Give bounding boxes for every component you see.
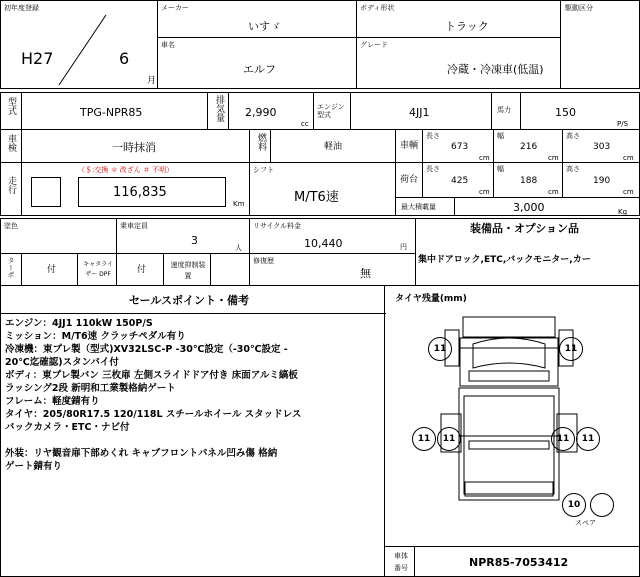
inspection-label-box bbox=[0, 129, 22, 163]
color-label: 塗色 bbox=[4, 222, 18, 230]
car-name-value: エルフ bbox=[243, 63, 276, 76]
vin-label: 車体番号 bbox=[394, 552, 408, 572]
tire-front-left: 11 bbox=[428, 337, 452, 361]
turbo-box bbox=[21, 253, 78, 286]
hp-label-box bbox=[491, 92, 521, 130]
mileage-label: 走行 bbox=[6, 176, 16, 194]
capacity-label: 乗車定員 bbox=[120, 222, 148, 230]
capacity-box bbox=[116, 218, 250, 254]
drive-label: 駆動区分 bbox=[565, 4, 593, 12]
vehicle-length-box bbox=[422, 129, 494, 163]
vehicle-length-value: 673 bbox=[451, 142, 469, 152]
displacement-value: 2,990 bbox=[245, 106, 277, 119]
tire-rear-left-outer: 11 bbox=[412, 427, 436, 451]
sales-point-line: タイヤ：205/80R17.5 120/118L スチールホイール スタッドレス bbox=[5, 409, 302, 420]
engine-model-label: エンジン型式 bbox=[317, 103, 345, 119]
model-value: TPG-NPR85 bbox=[80, 106, 143, 119]
model-box bbox=[21, 92, 208, 130]
sales-point-line: ボディ：東プレ製バン 三枚扉 左側スライドドア付き 床面アルミ縞板 bbox=[5, 370, 298, 381]
fuel-label: 燃料 bbox=[256, 133, 266, 151]
turbo-label: ターボ bbox=[7, 257, 15, 278]
inspection-box bbox=[21, 129, 250, 163]
inspection-label: 車検 bbox=[6, 134, 16, 152]
mileage-unit: Km bbox=[233, 200, 245, 208]
engine-box bbox=[350, 92, 492, 130]
vin-value: NPR85-7053412 bbox=[469, 556, 569, 569]
maker-label: メーカー bbox=[161, 4, 189, 12]
repair-label: 修復歴 bbox=[253, 257, 274, 265]
cargo-height-box bbox=[562, 162, 640, 198]
sales-point-line: 冷凍機：東プレ製（型式)XV32LSC-P -30℃設定（-30℃設定 - bbox=[5, 344, 288, 355]
horsepower-unit: P/S bbox=[617, 120, 629, 128]
vehicle-height-label: 高さ bbox=[566, 132, 580, 140]
shift-box bbox=[249, 162, 396, 216]
vehicle-width-box bbox=[493, 129, 563, 163]
fuel-value: 軽油 bbox=[324, 142, 343, 152]
model-label: 型式 bbox=[6, 97, 16, 115]
displacement-unit: cc bbox=[301, 120, 309, 128]
vehicle-height-unit: cm bbox=[623, 154, 634, 162]
displacement-label-box bbox=[207, 92, 229, 130]
fuel-box bbox=[270, 129, 396, 163]
cargo-dims-label: 荷台 bbox=[400, 175, 419, 185]
cargo-length-box bbox=[422, 162, 494, 198]
mileage-value: 116,835 bbox=[113, 185, 167, 200]
recycle-box bbox=[249, 218, 416, 254]
grade-label: グレード bbox=[360, 41, 388, 49]
cargo-length-value: 425 bbox=[451, 176, 469, 186]
tire-spare-slot bbox=[590, 493, 614, 517]
maker-box bbox=[157, 0, 357, 38]
vehicle-dims-label-box bbox=[395, 129, 423, 163]
catalyzer-box bbox=[116, 253, 164, 286]
repair-box bbox=[249, 253, 416, 286]
recycle-value: 10,440 bbox=[304, 237, 343, 250]
cargo-dims-label-box bbox=[395, 162, 423, 198]
cargo-length-unit: cm bbox=[479, 188, 490, 196]
cargo-width-box bbox=[493, 162, 563, 198]
sales-points-box bbox=[0, 285, 385, 577]
max-load-box bbox=[454, 197, 640, 216]
sales-point-line bbox=[5, 434, 381, 447]
catalyzer-label: キャタライザー DPF bbox=[83, 261, 113, 278]
vin-box bbox=[414, 546, 640, 577]
shift-value: M/T6速 bbox=[294, 190, 339, 205]
sales-point-line: フレーム：軽度錆有り bbox=[5, 396, 100, 407]
sales-points-list bbox=[5, 317, 381, 473]
sales-point-line: ミッション：M/T6速 クラッチペダル有り bbox=[5, 331, 186, 342]
capacity-unit: 人 bbox=[235, 244, 242, 252]
tire-spare-label: スペア bbox=[575, 519, 596, 527]
turbo-label-box bbox=[0, 253, 22, 286]
registration-label: 初年度登録 bbox=[4, 4, 39, 12]
sales-point-line: 20℃迄確認)スタンバイ付 bbox=[5, 357, 119, 368]
tire-rear-right-outer: 11 bbox=[576, 427, 600, 451]
color-box bbox=[0, 218, 117, 254]
sales-point-line: バックカメラ・ETC・ナビ付 bbox=[5, 422, 130, 433]
mileage-mark-box bbox=[31, 177, 61, 207]
tire-rear-left-inner: 11 bbox=[437, 427, 461, 451]
vehicle-height-box bbox=[562, 129, 640, 163]
body-type-box bbox=[356, 0, 561, 38]
speed-limiter-label: 速度抑制装置 bbox=[170, 261, 206, 280]
repair-value: 無 bbox=[360, 267, 371, 280]
horsepower-value: 150 bbox=[555, 106, 576, 119]
recycle-unit: 円 bbox=[400, 243, 407, 251]
body-type-value: トラック bbox=[445, 20, 489, 33]
sales-point-line: ラッシング2段 新明和工業製格納ゲート bbox=[5, 383, 176, 394]
recycle-label: リサイクル料金 bbox=[253, 222, 302, 230]
drive-box bbox=[560, 0, 640, 89]
vehicle-width-label: 幅 bbox=[497, 132, 504, 140]
equipment-label: 装備品・オプション品 bbox=[470, 222, 580, 235]
engine-label-box bbox=[313, 92, 351, 130]
tire-rear-right-inner: 11 bbox=[551, 427, 575, 451]
sales-point-line: ゲート錆有り bbox=[5, 461, 63, 472]
mileage-box bbox=[21, 162, 250, 216]
mileage-notice: （＄:交換 ＊ 改ざん ＃ 不明） bbox=[78, 166, 174, 174]
vehicle-dims-label: 車輌 bbox=[400, 141, 419, 151]
vehicle-width-value: 216 bbox=[520, 142, 538, 152]
registration-month-unit: 月 bbox=[147, 76, 157, 86]
sales-points-header bbox=[1, 286, 386, 314]
max-load-label: 最大積載量 bbox=[401, 203, 436, 211]
cargo-height-value: 190 bbox=[593, 176, 611, 186]
turbo-value: 付 bbox=[47, 265, 57, 275]
tire-front-right: 11 bbox=[559, 337, 583, 361]
inspection-value: 一時抹消 bbox=[112, 141, 156, 154]
sales-point-line: エンジン：4JJ1 110kW 150P/S bbox=[5, 318, 153, 329]
sales-points-label: セールスポイント・備考 bbox=[129, 294, 250, 307]
catalyzer-value: 付 bbox=[137, 265, 147, 275]
vehicle-length-unit: cm bbox=[479, 154, 490, 162]
car-name-box bbox=[157, 37, 357, 89]
max-load-unit: Kg bbox=[618, 208, 628, 216]
cargo-height-unit: cm bbox=[623, 188, 634, 196]
grade-box bbox=[356, 37, 561, 89]
catalyzer-label-box bbox=[77, 253, 117, 286]
mileage-value-box bbox=[78, 177, 226, 207]
hp-box bbox=[520, 92, 640, 130]
max-load-value: 3,000 bbox=[513, 201, 545, 214]
speed-limiter-box bbox=[210, 253, 250, 286]
equipment-box bbox=[415, 218, 640, 286]
tire-spare: 10 bbox=[562, 493, 586, 517]
mileage-label-box bbox=[0, 162, 22, 216]
engine-model-value: 4JJ1 bbox=[409, 106, 430, 119]
maker-value: いすゞ bbox=[248, 20, 281, 33]
cargo-width-unit: cm bbox=[548, 188, 559, 196]
vin-label-box bbox=[384, 546, 415, 577]
car-name-label: 車名 bbox=[161, 41, 175, 49]
cargo-height-label: 高さ bbox=[566, 165, 580, 173]
capacity-value: 3 bbox=[191, 234, 198, 247]
fuel-label-box bbox=[249, 129, 271, 163]
model-label-box bbox=[0, 92, 22, 130]
sales-point-line: 外装：リヤ観音扉下部めくれ キャブフロントパネル凹み傷 格納 bbox=[5, 448, 278, 459]
registration-box bbox=[0, 0, 158, 89]
registration-divider-icon bbox=[1, 1, 159, 90]
displacement-label: 排気量 bbox=[214, 95, 224, 122]
displacement-box bbox=[228, 92, 314, 130]
registration-year: H27 bbox=[21, 49, 54, 68]
cargo-width-label: 幅 bbox=[497, 165, 504, 173]
vehicle-length-label: 長さ bbox=[426, 132, 440, 140]
max-load-label-box bbox=[395, 197, 455, 216]
cargo-width-value: 188 bbox=[520, 176, 538, 186]
horsepower-label: 馬力 bbox=[497, 106, 511, 114]
tire-diagram-box bbox=[384, 285, 640, 547]
tire-diagram-label: タイヤ残量(mm) bbox=[395, 294, 467, 304]
vehicle-width-unit: cm bbox=[548, 154, 559, 162]
equipment-value: 集中ドアロック,ETC,バックモニター,カー bbox=[418, 255, 591, 265]
vehicle-height-value: 303 bbox=[593, 142, 611, 152]
shift-label: シフト bbox=[253, 166, 274, 174]
cargo-length-label: 長さ bbox=[426, 165, 440, 173]
registration-month: 6 bbox=[119, 49, 130, 68]
speed-limiter-label-box bbox=[163, 253, 211, 286]
grade-value: 冷蔵・冷凍車(低温) bbox=[447, 63, 544, 76]
body-type-label: ボディ形状 bbox=[360, 4, 395, 12]
